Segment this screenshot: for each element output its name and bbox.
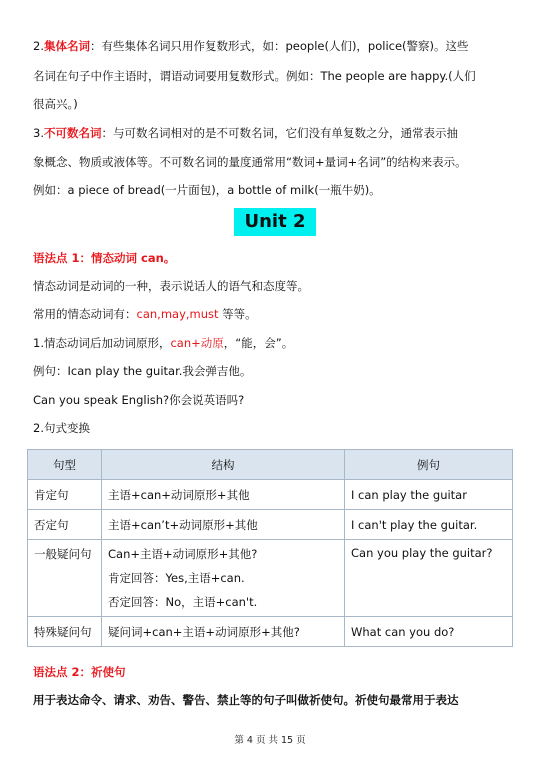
- table-row: [28, 540, 513, 617]
- collective-noun-line-1: [33, 38, 514, 54]
- common-modal-verbs: [33, 306, 514, 322]
- imperative-definition: 用于表达命令、请求、劝告、警告、禁止等的句子叫做祈使句。祈使句最常用于表达: [33, 693, 459, 707]
- sentence-type-cell: 特殊疑问句: [28, 617, 102, 647]
- modal-rule: [33, 335, 514, 351]
- modal-verb-definition: 情态动词是动词的一种，表示说话人的语气和态度等。: [33, 279, 309, 293]
- uncountable-noun-line-1: [33, 125, 514, 141]
- example-cell: What can you do?: [345, 617, 513, 647]
- modal-rule-meaning: ，“能，会”。: [223, 336, 294, 350]
- sentence-transform-title: 2.句式变换: [33, 421, 90, 435]
- uncountable-noun-line-2: 象概念、物质或液体等。不可数名词的量度通常用“数词+量词+名词”的结构来表示。: [33, 155, 467, 169]
- table-header: 句型: [28, 450, 102, 480]
- sentence-pattern-table: [27, 449, 513, 647]
- structure-line: 否定回答：No，主语+can't.: [108, 595, 258, 609]
- table-row: [28, 510, 513, 540]
- example-cell: I can play the guitar: [345, 480, 513, 510]
- uncountable-noun-term: 不可数名词: [43, 126, 102, 140]
- modal-rule-highlight: can+动原: [170, 336, 224, 350]
- common-modal-words: can,may,must: [136, 307, 219, 321]
- example-sentence-1: 例句：Ican play the guitar.我会弹吉他。: [33, 364, 252, 378]
- modal-rule-text: 1.情态动词后加动词原形，: [33, 336, 171, 350]
- structure-cell: 主语+can’t+动词原形+其他: [102, 510, 345, 540]
- table-row: [28, 617, 513, 647]
- example-cell: Can you play the guitar?: [345, 540, 513, 617]
- collective-noun-text: ：有些集体名词只用作复数形式，如：people(人们)，police(警察)。这些: [89, 39, 469, 53]
- page-footer: 第 4 页 共 15 页: [234, 735, 306, 746]
- table-header: 结构: [102, 450, 345, 480]
- table-row: [28, 480, 513, 510]
- sentence-type-cell: 肯定句: [28, 480, 102, 510]
- uncountable-noun-line-3: 例如：a piece of bread(一片面包)，a bottle of milk(一瓶牛奶)。: [33, 183, 381, 197]
- uncountable-noun-text: ：与可数名词相对的是不可数名词，它们没有单复数之分，通常表示抽: [101, 126, 458, 140]
- collective-noun-term: 集体名词: [43, 39, 90, 53]
- example-sentence-2: Can you speak English?你会说英语吗?: [33, 393, 245, 407]
- example-cell: I can't play the guitar.: [345, 510, 513, 540]
- structure-cell: 疑问词+can+主语+动词原形+其他?: [102, 617, 345, 647]
- table-header-row: [28, 450, 513, 480]
- grammar-point-1-title: 语法点 1：情态动词 can。: [33, 251, 176, 265]
- structure-line: 肯定回答：Yes,主语+can.: [108, 571, 245, 585]
- sentence-type-cell: 一般疑问句: [28, 540, 102, 617]
- common-modal-suffix: 等等。: [218, 307, 257, 321]
- structure-line: Can+主语+动词原形+其他?: [108, 547, 258, 561]
- sentence-type-cell: 否定句: [28, 510, 102, 540]
- collective-noun-line-3: 很高兴。): [33, 97, 78, 111]
- grammar-point-2-title: 语法点 2：祈使句: [33, 665, 126, 679]
- item-number: 3.: [33, 126, 44, 140]
- collective-noun-line-2: 名词在句子中作主语时，谓语动词要用复数形式。例如：The people are happy.(人们: [33, 69, 476, 83]
- table-header: 例句: [345, 450, 513, 480]
- common-modal-label: 常用的情态动词有：: [33, 307, 137, 321]
- structure-cell: 主语+can+动词原形+其他: [102, 480, 345, 510]
- structure-cell: [102, 540, 345, 617]
- item-number: 2.: [33, 39, 44, 53]
- unit-heading: Unit 2: [234, 208, 316, 236]
